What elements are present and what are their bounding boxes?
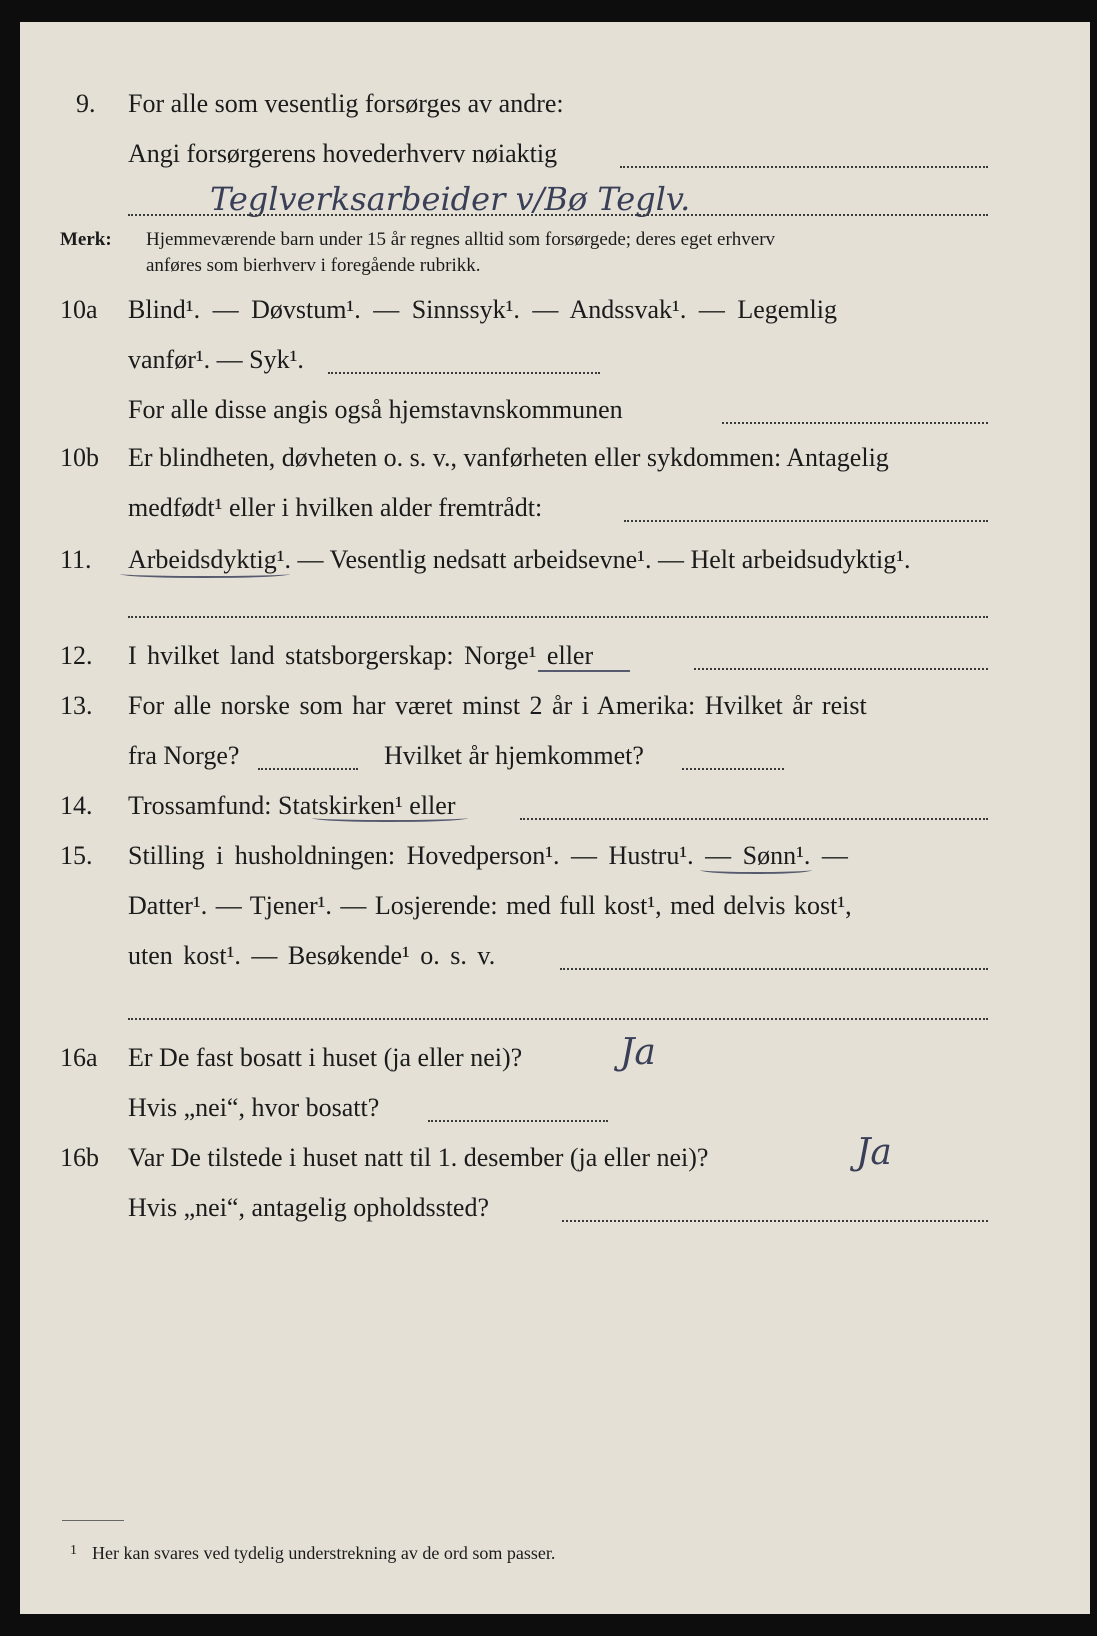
- q16b-handwritten-answer: Ja: [856, 1132, 892, 1173]
- q13-reist-dotted-line: [258, 768, 358, 770]
- q12-dotted-line: [694, 668, 988, 670]
- footnote-rule: [62, 1520, 124, 1521]
- q10a-line-1: Blind¹. — Døvstum¹. — Sinnssyk¹. — Andssvak¹. — Legemlig: [128, 295, 837, 324]
- q16a-handwritten-answer: Ja: [620, 1032, 656, 1073]
- q9-answer-dotted-line: [128, 214, 988, 216]
- q15-line-3: uten kost¹. — Besøkende¹ o. s. v.: [128, 941, 496, 970]
- q9-prompt-dotted-line: [620, 166, 988, 168]
- q10a-line-3: For alle disse angis også hjemstavnskommunen: [128, 395, 623, 424]
- merk-line-1: Hjemmeværende barn under 15 år regnes alltid som forsørgede; deres eget erhverv: [146, 229, 776, 250]
- q16b-number: 16b: [60, 1143, 99, 1172]
- q11-number: 11.: [60, 545, 92, 574]
- q16b-opholdssted-dotted-line: [562, 1220, 988, 1222]
- q9-prompt: Angi forsørgerens hovederhverv nøiaktig: [128, 139, 558, 168]
- q9-number: 9.: [76, 89, 96, 118]
- q13-line-2a: fra Norge?: [128, 741, 240, 770]
- q15-line-1: Stilling i husholdningen: Hovedperson¹. — Hustru¹. — Sønn¹. —: [128, 841, 848, 870]
- q9-handwritten-answer: Teglverksarbeider v/Bø Teglv.: [210, 180, 691, 218]
- q15-line-2: Datter¹. — Tjener¹. — Losjerende: med full kost¹, med delvis kost¹,: [128, 891, 852, 920]
- q16a-line-1: Er De fast bosatt i huset (ja eller nei)?: [128, 1043, 523, 1072]
- q10a-number: 10a: [60, 295, 98, 324]
- q13-hjemkommet-dotted-line: [682, 768, 784, 770]
- q14-dotted-line: [520, 818, 988, 820]
- q16a-line-2: Hvis „nei“, hvor bosatt?: [128, 1093, 380, 1122]
- q15-number: 15.: [60, 841, 93, 870]
- q12-number: 12.: [60, 641, 93, 670]
- q13-number: 13.: [60, 691, 93, 720]
- footnote-text: Her kan svares ved tydelig understrekning av de ord som passer.: [92, 1543, 556, 1563]
- q11-arbeidsdyktig-underline: [120, 570, 290, 578]
- q10a-syk-dotted-line: [328, 372, 600, 374]
- q12-line-1: I hvilket land statsborgerskap: Norge¹ eller: [128, 641, 594, 670]
- q15-dotted-line-2: [128, 1018, 988, 1020]
- q14-line-1: Trossamfund: Statskirken¹ eller: [128, 791, 456, 820]
- q12-norge-underline: [538, 670, 630, 672]
- q16a-number: 16a: [60, 1043, 98, 1072]
- merk-line-2: anføres som bierhverv i foregående rubrikk.: [146, 255, 481, 276]
- q11-dotted-line: [128, 616, 988, 618]
- q10b-dotted-line: [624, 520, 988, 522]
- q10a-line-2: vanfør¹. — Syk¹.: [128, 345, 304, 374]
- merk-label: Merk:: [60, 229, 112, 250]
- q14-statskirken-underline: [312, 814, 468, 822]
- q10b-line-2: medfødt¹ eller i hvilken alder fremtrådt:: [128, 493, 543, 522]
- q10b-line-1: Er blindheten, døvheten o. s. v., vanførheten eller sykdommen: Antagelig: [128, 443, 889, 472]
- q15-hustru-underline: [700, 866, 812, 874]
- census-form-page: [20, 22, 1090, 1614]
- q16a-bosatt-dotted-line: [428, 1120, 608, 1122]
- q13-line-1: For alle norske som har været minst 2 år i Amerika: Hvilket år reist: [128, 691, 867, 720]
- q10a-kommune-dotted-line: [722, 422, 988, 424]
- q10b-number: 10b: [60, 443, 99, 472]
- q16b-line-2: Hvis „nei“, antagelig opholdssted?: [128, 1193, 490, 1222]
- q14-number: 14.: [60, 791, 93, 820]
- q15-dotted-line-1: [560, 968, 988, 970]
- q11-line-1: Arbeidsdyktig¹. — Vesentlig nedsatt arbeidsevne¹. — Helt arbeidsudyktig¹.: [128, 545, 911, 574]
- footnote: [70, 1542, 556, 1564]
- q9-title: For alle som vesentlig forsørges av andre:: [128, 89, 564, 118]
- q13-line-2b: Hvilket år hjemkommet?: [384, 741, 644, 770]
- footnote-mark: 1: [70, 1543, 77, 1558]
- q16b-line-1: Var De tilstede i huset natt til 1. desember (ja eller nei)?: [128, 1143, 709, 1172]
